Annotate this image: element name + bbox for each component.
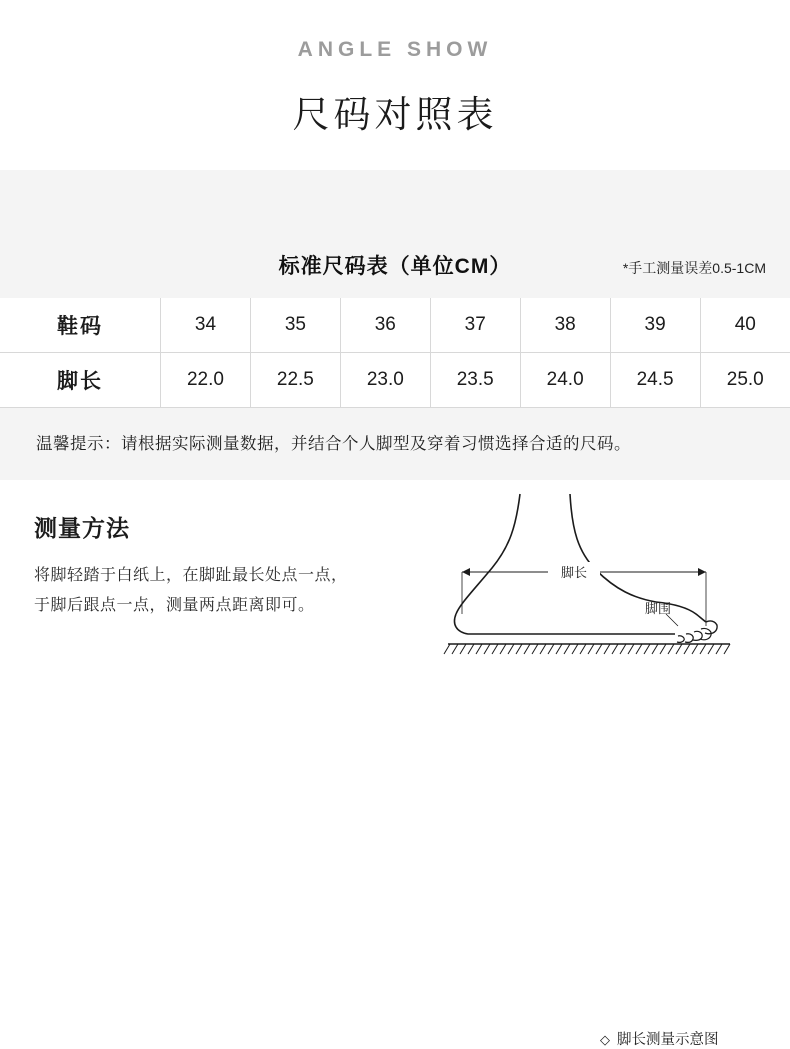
size-table-section — [0, 242, 790, 480]
cell-foot-length-1: 22.5 — [250, 353, 340, 408]
page-header — [0, 0, 790, 138]
measure-method-title: 测量方法 — [34, 515, 130, 541]
cell-shoe-size-2: 36 — [340, 298, 430, 353]
diamond-icon: ◇ — [600, 1032, 610, 1047]
size-table-title: 标准尺码表（单位CM） — [278, 255, 512, 278]
cell-foot-length-5: 24.5 — [610, 353, 700, 408]
size-table-header — [0, 242, 790, 298]
cell-foot-length-6: 25.0 — [700, 353, 790, 408]
foot-girth-label: 脚围 — [644, 601, 672, 616]
cell-shoe-size-5: 39 — [610, 298, 700, 353]
diagram-caption — [600, 1028, 719, 1049]
header-divider-band — [0, 170, 790, 242]
cell-shoe-size-6: 40 — [700, 298, 790, 353]
measure-method-text-block — [34, 510, 394, 621]
brand-name: ANGLE SHOW — [297, 38, 493, 61]
cell-foot-length-0: 22.0 — [161, 353, 251, 408]
measure-method-line-2: 于脚后跟点一点，测量两点距离即可。 — [34, 597, 315, 614]
row-label-foot-length: 脚长 — [0, 353, 161, 408]
foot-measurement-diagram — [420, 486, 780, 686]
measurement-tolerance-note: *手工测量误差0.5-1CM — [622, 260, 766, 276]
cell-shoe-size-0: 34 — [161, 298, 251, 353]
diagram-caption-text: 脚长测量示意图 — [617, 1032, 719, 1048]
page-title: 尺码对照表 — [292, 94, 498, 135]
measure-method-line-1: 将脚轻踏于白纸上，在脚趾最长处点一点， — [34, 567, 348, 584]
table-row — [0, 298, 790, 353]
row-label-shoe-size: 鞋码 — [0, 298, 161, 353]
measure-method-section — [0, 480, 790, 1048]
foot-diagram-svg — [420, 486, 780, 686]
cell-shoe-size-4: 38 — [520, 298, 610, 353]
cell-shoe-size-3: 37 — [430, 298, 520, 353]
foot-length-label: 脚长 — [560, 565, 588, 580]
cell-foot-length-2: 23.0 — [340, 353, 430, 408]
size-table — [0, 298, 790, 408]
table-row — [0, 353, 790, 408]
cell-foot-length-4: 24.0 — [520, 353, 610, 408]
cell-shoe-size-1: 35 — [250, 298, 340, 353]
cell-foot-length-3: 23.5 — [430, 353, 520, 408]
size-tips-text: 温馨提示：请根据实际测量数据，并结合个人脚型及穿着习惯选择合适的尺码。 — [0, 408, 790, 480]
